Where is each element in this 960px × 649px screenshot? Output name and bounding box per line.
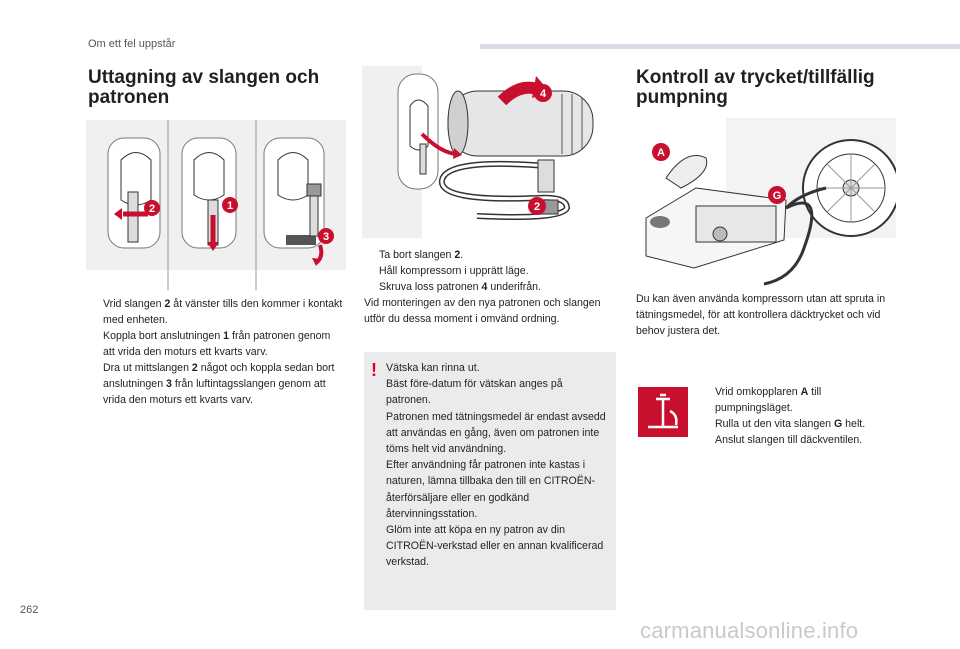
- callout-2: 2: [148, 203, 156, 215]
- middle-note: Vid monteringen av den nya patronen och slangen utför du dessa moment i omvänd ordning.: [364, 297, 601, 325]
- left-step-3: Dra ut mittslangen 2 något och koppla sedan bort anslutningen 3 från luftintagsslangen genom att vrida den moturs ett kvarts varv.: [103, 362, 335, 406]
- figure-cartridge-removal: [362, 66, 612, 238]
- right-intro: Du kan även använda kompressorn utan att spruta in tätningsmedel, för att kontrollera däcktrycket och vid behov justera det.: [636, 293, 886, 337]
- pump-icon: [638, 387, 688, 437]
- right-steps: [700, 384, 890, 448]
- section-header: Om ett fel uppstår: [88, 38, 176, 50]
- callout-1: 1: [226, 200, 234, 212]
- right-step-2: Rulla ut den vita slangen G helt.: [715, 418, 866, 430]
- figure-hose-removal: [86, 120, 346, 290]
- callout-2-middle: 2: [533, 201, 541, 213]
- left-step-1: Vrid slangen 2 åt vänster tills den kommer i kontakt med enheten.: [103, 298, 343, 326]
- left-steps: [88, 296, 344, 408]
- header-bar: [480, 44, 960, 49]
- warning-box: [364, 352, 616, 610]
- middle-step-3: Skruva loss patronen 4 underifrån.: [379, 281, 541, 293]
- middle-step-2: Håll kompressorn i upprätt läge.: [379, 265, 529, 277]
- middle-step-1: Ta bort slangen 2.: [379, 249, 464, 261]
- middle-steps: [364, 247, 616, 327]
- callout-g: G: [772, 190, 782, 202]
- figure-compressor: [636, 118, 896, 286]
- left-step-2: Koppla bort anslutningen 1 från patronen genom att vrida den moturs ett kvarts varv.: [103, 330, 331, 358]
- callout-a: A: [657, 147, 665, 159]
- warning-text: Vätska kan rinna ut. Bäst före-datum för vätskan anges på patronen. Patronen med tätningsmedel är endast avsedd att användas en gång, även om patronen inte töms helt vid användning. Efter användning får patronen inte kastas i naturen, lämna tillbaka den till en CITROËN-återförsäljare eller en godkänd återvinningsstation. Glöm inte att köpa en ny patron av din CITROËN-verkstad eller en annan kvalificerad verkstad.: [386, 362, 606, 569]
- right-title: Kontroll av trycket/tillfällig pumpning: [636, 67, 875, 108]
- page-number: 262: [20, 604, 39, 616]
- warning-icon: !: [371, 360, 377, 380]
- right-step-1: Vrid omkopplaren A till pumpningsläget.: [715, 386, 822, 414]
- right-step-3: Anslut slangen till däckventilen.: [715, 434, 863, 446]
- left-title: Uttagning av slangen och patronen: [88, 67, 320, 108]
- callout-3: 3: [322, 231, 330, 243]
- watermark: carmanualsonline.info: [640, 618, 859, 643]
- callout-4: 4: [539, 88, 547, 100]
